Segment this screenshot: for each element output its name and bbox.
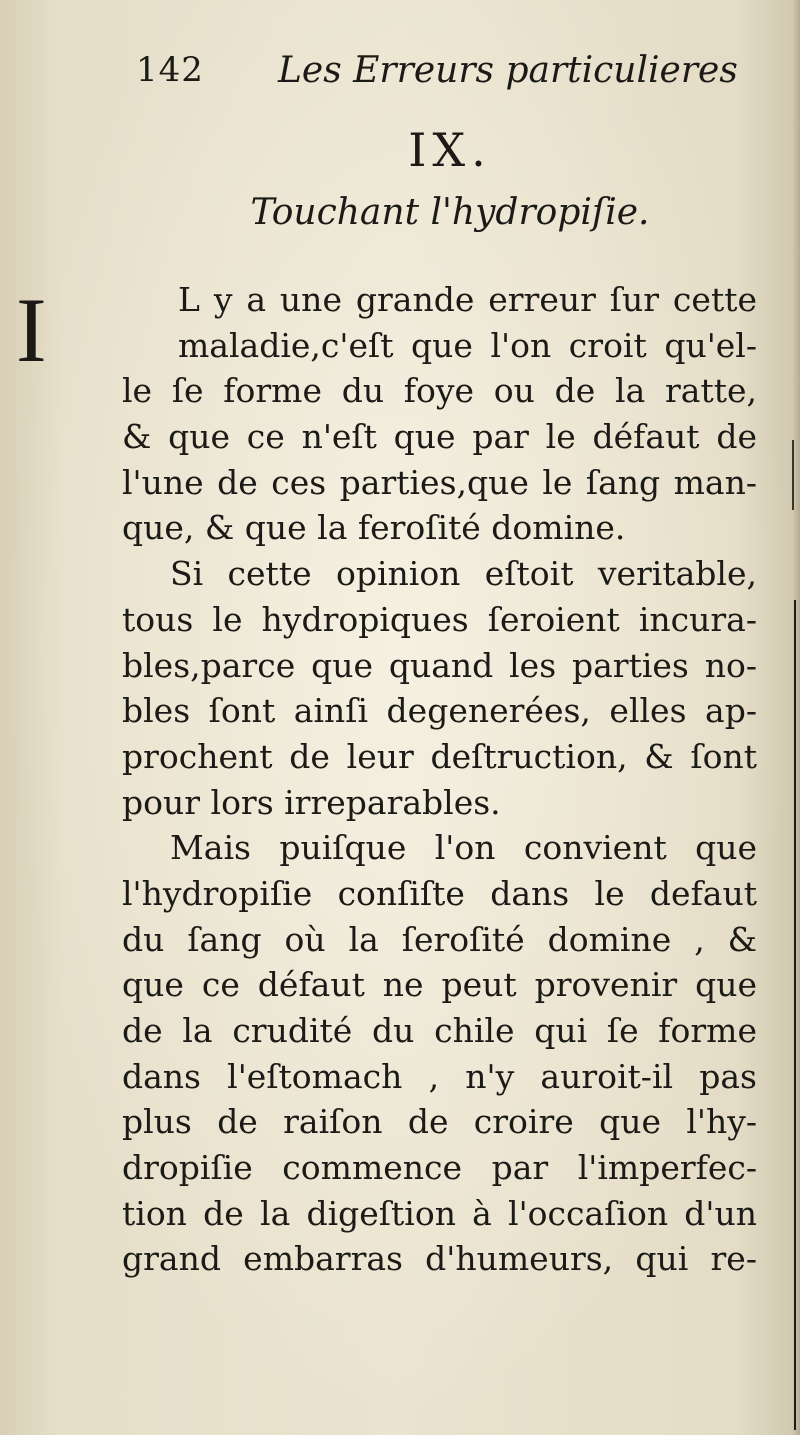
- text-line: dropiſie commence par l'imperfec-: [122, 1148, 757, 1188]
- section-number: IX.: [408, 123, 492, 177]
- text-line: & que ce n'eſt que par le défaut de: [122, 417, 757, 457]
- text-line: l'hydropiſie conſiſte dans le defaut: [122, 873, 757, 913]
- text-line: pour lors irreparables.: [122, 782, 501, 822]
- text-line: tion de la digeſtion à l'occaſion d'un: [122, 1193, 757, 1233]
- text-line: Si cette opinion eſtoit veritable,: [170, 554, 757, 594]
- text-line: de la crudité du chile qui ſe forme: [122, 1011, 757, 1050]
- page-edge-mark-upper: [792, 440, 794, 510]
- text-line: bles ſont ainſi degenerées, elles ap-: [122, 691, 757, 731]
- drop-cap: I: [16, 279, 47, 381]
- text-line: tous le hydropiques ſeroient incura-: [122, 599, 757, 639]
- section-title: Touchant l'hydropiſie.: [250, 192, 650, 233]
- running-title: Les Erreurs particulieres: [278, 50, 738, 91]
- text-line: Mais puiſque l'on convient que: [170, 828, 757, 868]
- text-line: grand embarras d'humeurs, qui re-: [122, 1239, 757, 1279]
- text-line: bles,parce que quand les parties no-: [122, 645, 757, 685]
- text-line: du ſang où la ſeroſité domine , &: [122, 919, 757, 959]
- page-header: [130, 50, 738, 100]
- page-number: 142: [136, 50, 204, 90]
- text-line: que, & que la feroſité domine.: [122, 508, 626, 548]
- text-line: dans l'eſtomach , n'y auroit-il pas: [122, 1056, 757, 1096]
- text-line: L y a une grande erreur ſur cette: [178, 280, 757, 319]
- text-line: maladie,c'eſt que l'on croit qu'el-: [178, 325, 757, 365]
- body-text: [122, 277, 757, 1282]
- text-line: que ce défaut ne peut provenir que: [122, 965, 757, 1005]
- text-line: prochent de leur deſtruction, & ſont: [122, 736, 757, 776]
- text-line: le ſe forme du foye ou de la ratte,: [122, 371, 757, 411]
- page-edge-mark: [794, 600, 796, 1430]
- text-line: l'une de ces parties,que le ſang man-: [122, 462, 757, 502]
- text-line: plus de raiſon de croire que l'hy-: [122, 1102, 757, 1142]
